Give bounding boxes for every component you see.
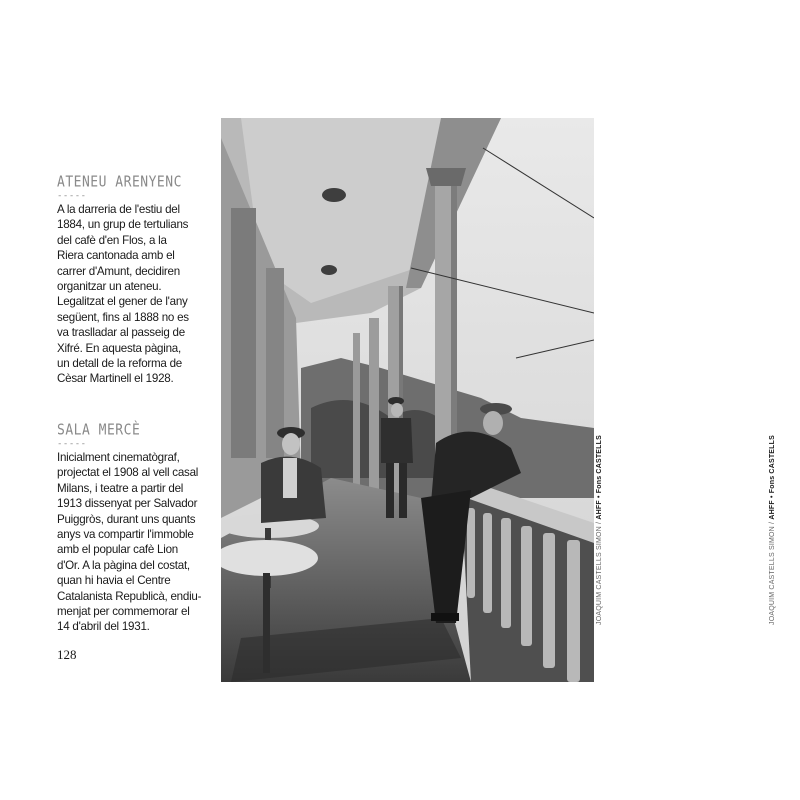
text-line: menjat per commemorar el — [57, 605, 190, 619]
text-line: anys va compartir l'immoble — [57, 528, 194, 542]
credit-author: JOAQUIM CASTELLS SIMON / — [769, 519, 776, 625]
text-line: Milans, i teatre a partir del — [57, 481, 184, 495]
text-line: Inicialment cinematògraf, — [57, 451, 180, 464]
photo-credit — [596, 435, 603, 625]
text-line: del cafè d'en Flos, a la — [57, 233, 167, 247]
section-body — [57, 202, 217, 387]
text-line: Legalitzat el gener de l'any — [57, 295, 188, 309]
text-line: 1884, un grup de tertulians — [57, 218, 189, 232]
page-number: 128 — [57, 647, 77, 662]
section-title: ATENEU ARENYENC — [57, 174, 182, 192]
text-line: següent, fins al 1888 no es — [57, 310, 189, 324]
text-line: A la darreria de l'estiu del — [57, 203, 180, 216]
text-line: amb el popular cafè Lion — [57, 543, 178, 557]
text-line: d'Or. A la pàgina del costat, — [57, 558, 190, 572]
section-title: SALA MERCÈ — [57, 422, 141, 440]
credit-fons: • Fons CASTELLS — [769, 435, 776, 501]
text-line: projectat el 1908 al vell casal — [57, 466, 199, 480]
credit-archive: AHFF — [769, 500, 776, 520]
photo-credit — [769, 435, 776, 625]
section-divider: ----- — [57, 191, 87, 201]
historic-photo — [221, 118, 594, 682]
text-line: Riera cantonada amb el — [57, 249, 175, 263]
text-line: organitzar un ateneu. — [57, 280, 162, 294]
text-line: Xifré. En aquesta pàgina, — [57, 341, 181, 355]
credit-archive: AHFF — [596, 500, 603, 520]
section-ateneu-arenyenc — [57, 174, 217, 387]
text-line: 1913 dissenyat per Salvador — [57, 497, 198, 511]
section-body — [57, 450, 217, 635]
text-line: carrer d'Amunt, decidiren — [57, 264, 180, 278]
text-line: un detall de la reforma de — [57, 357, 182, 371]
text-line: va traslladar al passeig de — [57, 326, 185, 340]
credit-author: JOAQUIM CASTELLS SIMON / — [596, 519, 603, 625]
text-line: 14 d'abril del 1931. — [57, 620, 150, 634]
text-line: Cèsar Martinell el 1928. — [57, 372, 174, 386]
text-line: Catalanista Republicà, endiu- — [57, 589, 202, 603]
credit-fons: • Fons CASTELLS — [596, 435, 603, 501]
section-sala-merce — [57, 422, 217, 635]
text-line: quan hi havia el Centre — [57, 574, 171, 588]
section-divider: ----- — [57, 439, 87, 449]
text-line: Puiggròs, durant uns quants — [57, 512, 196, 526]
